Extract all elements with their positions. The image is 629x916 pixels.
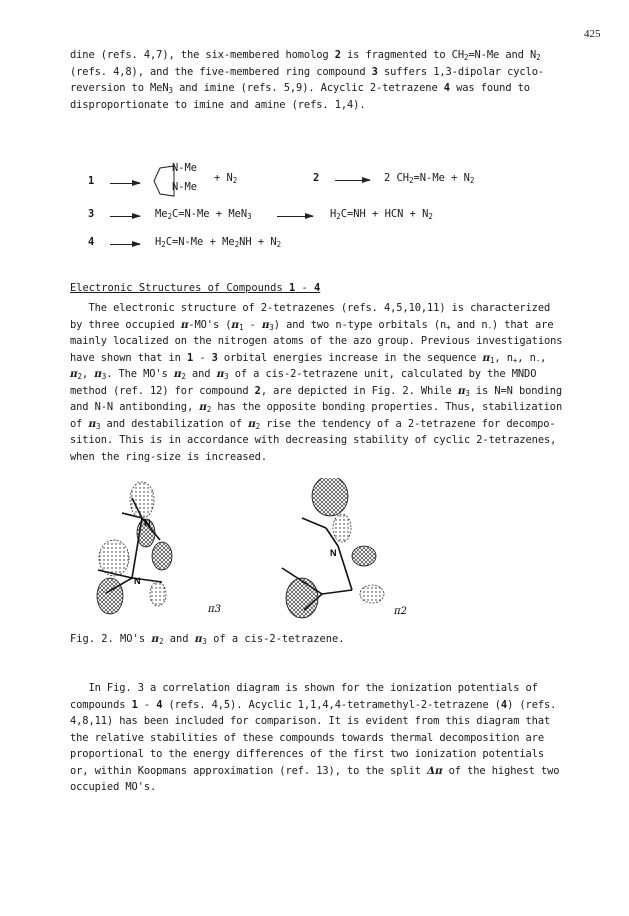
reaction-3-arrow-2 bbox=[277, 216, 313, 217]
para2-line-8: of $\pi_3$ and destabilization of $\pi_2$ rise the tendency of a 2-tetrazene for decompo- bbox=[70, 417, 556, 431]
reaction-2-products: 2 $CH_2=N-Me + N_2$ bbox=[384, 172, 475, 185]
figure-caption: Fig. 2. MO's $\pi_2$ and $\pi_3$ of a cis-2-tetrazene. bbox=[70, 633, 345, 646]
para2-line-2: by three occupied π-MO's $(\pi_1 - \pi_3)$ and two n-type orbitals ($n_+$ and $n_-$) that are bbox=[70, 318, 554, 332]
mo-pi3-drawing bbox=[70, 478, 230, 628]
para3-line-1: In Fig. 3 a correlation diagram is shown for the ionization potentials of bbox=[70, 682, 538, 694]
ring-top-substituent: N-Me bbox=[172, 162, 198, 174]
para3-line-7: occupied MO's. bbox=[70, 781, 157, 793]
para1-line-3: reversion to MeN$_3$ and imine (refs. 5,9). Acyclic 2-tetrazene 4 was found to bbox=[70, 82, 530, 95]
para1-line-4: disproportionate to imine and amine (refs. 1,4). bbox=[70, 98, 366, 111]
ring-bottom-substituent: N-Me bbox=[172, 181, 198, 193]
atom-label-n3: N bbox=[330, 548, 337, 558]
para2-line-3: mainly localized on the nitrogen atoms of the azo group. Previous investigations bbox=[70, 335, 563, 347]
reaction-1-label: 1 bbox=[88, 175, 95, 187]
paragraph-3 bbox=[70, 680, 566, 796]
para2-line-4: have shown that in 1 - 3 orbital energies increase in the sequence $\pi_1$, $n_+$, $n_-$, bbox=[70, 351, 547, 365]
paragraph-2 bbox=[70, 300, 566, 465]
para2-line-5: $\pi_2$, $\pi_3$. The MO's $\pi_2$ and $\pi_3$ of a cis-2-tetrazene unit, calculated by the MNDO bbox=[70, 368, 537, 381]
para3-line-6: or, within Koopmans approximation (ref. 13), to the split Δπ of the highest two bbox=[70, 764, 560, 777]
reaction-4-label: 4 bbox=[88, 236, 95, 248]
para3-line-3: 4,8,11) has been included for comparison. It is evident from this diagram that bbox=[70, 715, 551, 727]
para1-line-1: dine (refs. 4,7), the six-membered homolog 2 is fragmented to $CH_2=N-Me$ and $N_2$ bbox=[70, 49, 541, 62]
atom-label-n2: N bbox=[134, 576, 141, 586]
reaction-3-final-products: $H_2C=NH$ + HCN + $N_2$ bbox=[330, 208, 433, 221]
reaction-3-arrow-1 bbox=[110, 216, 140, 217]
figure-label-left: π3 bbox=[208, 604, 221, 615]
reaction-3-products: $Me_2C=N-Me + MeN_3$ bbox=[155, 208, 252, 221]
section-heading: Electronic Structures of Compounds 1 - 4 bbox=[70, 282, 321, 294]
para2-line-6: method (ref. 12) for compound 2, are depicted in Fig. 2. While $\pi_3$ is N=N bonding bbox=[70, 384, 563, 398]
mo-pi2-drawing bbox=[242, 478, 422, 628]
reaction-1-arrow bbox=[110, 183, 140, 184]
para2-line-10: when the ring-size is increased. bbox=[70, 450, 267, 463]
para3-line-4: the relative stabilities of these compounds towards thermal decomposition are bbox=[70, 731, 544, 744]
para1-line-2: (refs. 4,8), and the five-membered ring compound 3 suffers 1,3-dipolar cyclo- bbox=[70, 65, 545, 78]
atom-label-n1: N bbox=[144, 518, 151, 528]
para2-line-9: sition. This is in accordance with decreasing stability of cyclic 2-tetrazenes, bbox=[70, 434, 557, 446]
para2-line-7: and N-N antibonding, $\pi_2$ has the opposite bonding properties. Thus, stabilization bbox=[70, 401, 563, 414]
reaction-2-arrow bbox=[335, 180, 370, 181]
reaction-4-arrow bbox=[110, 244, 140, 245]
paragraph-1 bbox=[70, 47, 566, 113]
para3-line-5: proportional to the energy differences of the first two ionization potentials bbox=[70, 748, 544, 760]
para2-line-1: The electronic structure of 2-tetrazenes (refs. 4,5,10,11) is characterized bbox=[70, 302, 551, 314]
reaction-4-products: $H_2C=N-Me + Me_2NH + N_2$ bbox=[155, 236, 282, 249]
para3-line-2: compounds 1 - 4 (refs. 4,5). Acyclic 1,1,4,4-tetramethyl-2-tetrazene (4) (refs. bbox=[70, 698, 557, 711]
figure-label-right: π2 bbox=[394, 606, 407, 617]
reaction-2-label: 2 bbox=[313, 172, 320, 184]
reaction-1-byproduct: + $N_2$ bbox=[214, 172, 238, 185]
reaction-3-label: 3 bbox=[88, 208, 95, 220]
page-number: 425 bbox=[584, 28, 601, 40]
